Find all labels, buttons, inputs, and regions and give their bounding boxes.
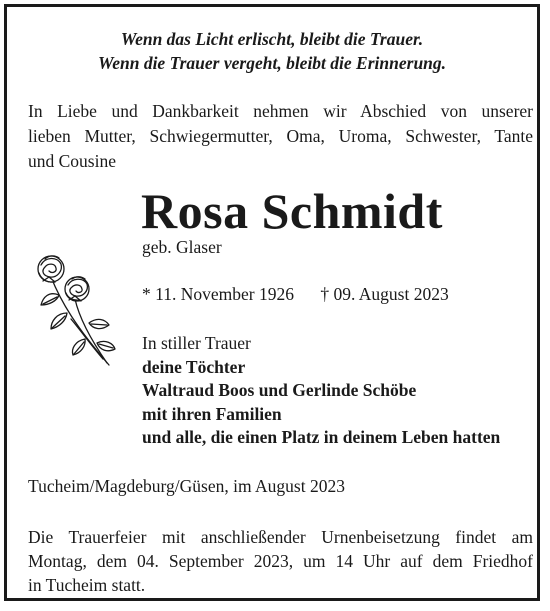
- mourners-line-1: deine Töchter: [142, 356, 246, 377]
- obituary-frame: [4, 4, 540, 601]
- intro-line-1: In Liebe und Dankbarkeit nehmen wir Abschied von unserer: [28, 101, 533, 121]
- intro-text: [28, 99, 533, 174]
- roses-icon: [31, 247, 127, 367]
- birth-date: * 11. November 1926: [142, 284, 294, 304]
- place-date: Tucheim/Magdeburg/Güsen, im August 2023: [28, 476, 345, 496]
- motto: [7, 27, 537, 75]
- deceased-name: Rosa Schmidt: [141, 183, 443, 239]
- mourners-line-3: mit ihren Familien: [142, 403, 282, 424]
- mourners-line-2: Waltraud Boos und Gerlinde Schöbe: [142, 380, 417, 400]
- death-date: † 09. August 2023: [320, 284, 449, 304]
- maiden-name: geb. Glaser: [142, 237, 222, 257]
- mourners-line-4: und alle, die einen Platz in deinem Leben hatten: [142, 427, 501, 447]
- motto-line-1: Wenn das Licht erlischt, bleibt die Trauer.: [120, 29, 424, 49]
- intro-line-2: lieben Mutter, Schwiegermutter, Oma, Uroma, Schwester, Tante: [28, 126, 533, 146]
- motto-line-2: Wenn die Trauer vergeht, bleibt die Erinnerung.: [97, 53, 447, 73]
- mourners-intro: In stiller Trauer: [142, 333, 251, 353]
- life-dates: [142, 283, 449, 305]
- service-line-2: Montag, dem 04. September 2023, um 14 Uhr auf dem Friedhof: [28, 551, 533, 571]
- mourners-block: [142, 332, 500, 450]
- intro-line-3: und Cousine: [28, 151, 116, 171]
- service-info: [28, 525, 533, 597]
- service-line-1: Die Trauerfeier mit anschließender Urnenbeisetzung findet am: [28, 527, 533, 547]
- service-line-3: in Tucheim statt.: [28, 575, 146, 595]
